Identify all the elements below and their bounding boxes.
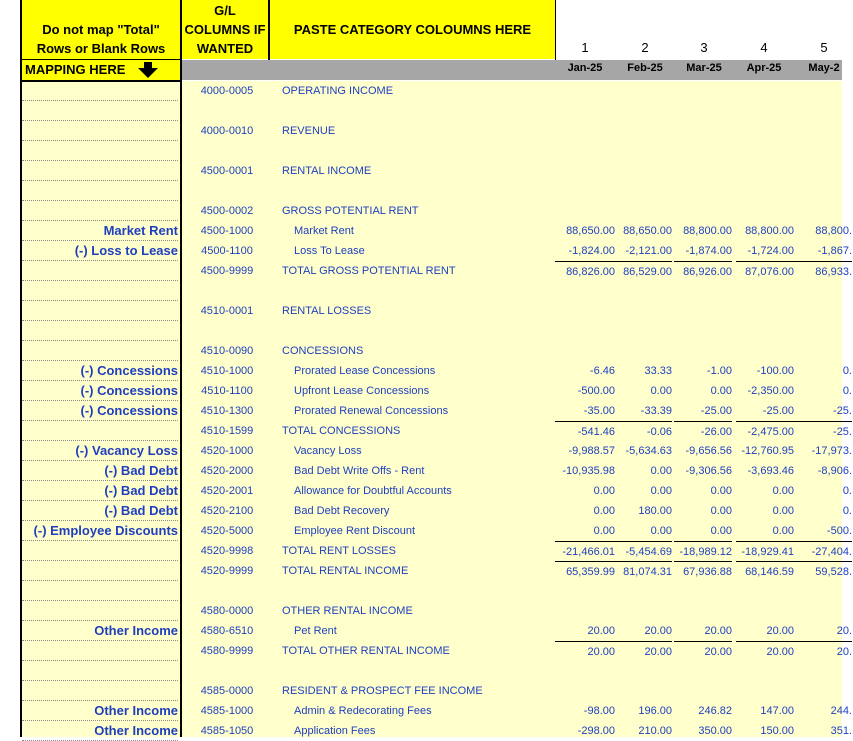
- mapping-cell[interactable]: [22, 541, 178, 561]
- value-cell-5: -27,404.: [794, 541, 852, 561]
- table-row: [22, 641, 852, 661]
- gl-col-border: [268, 0, 270, 60]
- table-row: [22, 501, 852, 521]
- value-cell-1: -35.00: [583, 405, 615, 417]
- gl-code: 4510-1599: [200, 425, 254, 437]
- category-label: Pet Rent: [294, 625, 337, 637]
- value-cell-1: -10,935.98: [562, 465, 615, 477]
- gl-code: 4520-1000: [200, 445, 254, 457]
- gl-code: 4000-0010: [200, 125, 254, 137]
- value-cell-3: -1.00: [706, 365, 732, 377]
- gl-code: 4510-0001: [200, 305, 254, 317]
- mapping-cell[interactable]: (-) Bad Debt: [22, 501, 178, 521]
- value-cell-4: -100.00: [756, 365, 794, 377]
- gl-code: 4510-1100: [201, 385, 253, 397]
- value-cell-4: 88,800.00: [745, 225, 794, 237]
- value-cell-2: 0.00: [650, 485, 672, 497]
- mapping-cell[interactable]: [22, 81, 178, 101]
- month-header-2: Feb-25: [627, 62, 663, 74]
- mapping-cell[interactable]: [22, 661, 178, 681]
- category-label: Allowance for Doubtful Accounts: [294, 485, 452, 497]
- table-row: [22, 241, 852, 261]
- value-cell-4: 20.00: [766, 625, 794, 637]
- gl-code: [192, 661, 262, 681]
- column-number-3: 3: [700, 40, 708, 55]
- value-cell-1: -1,824.00: [568, 245, 615, 257]
- value-cell-5: -1,867.: [817, 245, 852, 257]
- gl-code: [192, 141, 262, 161]
- value-cell-3: 0.00: [710, 385, 732, 397]
- table-row: [22, 521, 852, 541]
- table-row: [22, 361, 852, 381]
- value-cell-3: 0.00: [710, 525, 732, 537]
- value-cell-3: 0.00: [710, 505, 732, 517]
- category-label: Prorated Renewal Concessions: [294, 405, 449, 417]
- column-number-1: 1: [581, 40, 589, 55]
- value-cell-3: 0.00: [710, 485, 732, 497]
- table-row: [22, 621, 852, 641]
- value-cell-2: 0.00: [650, 385, 672, 397]
- mapping-cell[interactable]: (-) Concessions: [22, 401, 178, 421]
- value-cell-2: 210.00: [638, 725, 672, 737]
- mapping-cell[interactable]: [22, 681, 178, 701]
- table-row: [22, 141, 842, 161]
- table-row: [22, 541, 852, 561]
- value-cell-1: 0.00: [593, 485, 615, 497]
- mapping-cell[interactable]: (-) Employee Discounts: [22, 521, 178, 541]
- table-row: [22, 341, 842, 361]
- table-row: [22, 721, 852, 741]
- value-cell-4: 20.00: [736, 641, 794, 661]
- mapping-label: MAPPING HERE: [25, 62, 126, 77]
- map-col-border: [180, 0, 182, 737]
- value-cell-1: -541.46: [555, 421, 615, 441]
- table-row: [22, 181, 842, 201]
- gl-code: 4510-0090: [200, 345, 254, 357]
- table-row: [22, 661, 842, 681]
- value-cell-1: 20.00: [587, 625, 615, 637]
- mapping-label-cell: [22, 60, 180, 80]
- value-cell-1: 65,359.99: [555, 561, 615, 581]
- category-label: GROSS POTENTIAL RENT: [282, 205, 419, 217]
- mapping-cell[interactable]: (-) Bad Debt: [22, 461, 178, 481]
- category-label: Application Fees: [294, 725, 376, 737]
- mapping-cell[interactable]: [22, 121, 178, 141]
- mapping-cell[interactable]: [22, 201, 178, 221]
- table-row: [22, 121, 842, 141]
- column-number-5: 5: [820, 40, 828, 55]
- value-cell-4: -12,760.95: [741, 445, 794, 457]
- paste-col-border: [555, 0, 556, 60]
- category-label: Admin & Redecorating Fees: [294, 705, 432, 717]
- category-label: OPERATING INCOME: [282, 85, 394, 97]
- mapping-cell[interactable]: [22, 141, 178, 161]
- value-cell-5: 351.: [830, 725, 852, 737]
- gl-code: 4580-0000: [200, 605, 254, 617]
- value-cell-2: 180.00: [638, 505, 672, 517]
- month-header-5: May-2: [808, 62, 840, 74]
- left-border: [20, 0, 22, 737]
- column-number-2: 2: [641, 40, 649, 55]
- value-cell-4: 150.00: [760, 725, 794, 737]
- table-row: [22, 161, 842, 181]
- value-cell-3: -26.00: [674, 421, 732, 441]
- value-cell-1: 0.00: [593, 505, 615, 517]
- mapping-cell[interactable]: [22, 581, 178, 601]
- table-row: [22, 701, 852, 721]
- gl-note: G/L COLUMNS IF WANTED: [184, 3, 266, 56]
- value-cell-4: 0.00: [772, 505, 794, 517]
- value-cell-4: -3,693.46: [747, 465, 794, 477]
- value-cell-1: 86,826.00: [555, 261, 615, 281]
- value-cell-1: 20.00: [555, 641, 615, 661]
- mapping-cell[interactable]: [22, 281, 178, 301]
- mapping-cell[interactable]: [22, 561, 178, 581]
- category-label: TOTAL OTHER RENTAL INCOME: [282, 645, 450, 657]
- value-cell-5: -25.: [833, 405, 852, 417]
- table-row: [22, 301, 842, 321]
- mapping-cell[interactable]: (-) Concessions: [22, 361, 178, 381]
- value-cell-3: 350.00: [698, 725, 732, 737]
- category-label: Bad Debt Recovery: [294, 505, 390, 517]
- table-row: [22, 101, 842, 121]
- value-cell-4: 68,146.59: [736, 561, 794, 581]
- gl-code: 4510-1000: [200, 365, 254, 377]
- month-header-4: Apr-25: [746, 62, 782, 74]
- gl-code: 4520-9998: [200, 545, 254, 557]
- table-row: [22, 581, 842, 601]
- mapping-cell[interactable]: [22, 341, 178, 361]
- value-cell-1: -9,988.57: [568, 445, 615, 457]
- value-cell-4: -18,929.41: [736, 541, 794, 561]
- value-cell-2: 20.00: [614, 641, 672, 661]
- value-cell-1: -6.46: [589, 365, 615, 377]
- mapping-cell[interactable]: [22, 261, 178, 281]
- table-row: [22, 441, 852, 461]
- mapping-cell[interactable]: Other Income: [22, 721, 178, 741]
- value-cell-3: 86,926.00: [674, 261, 732, 281]
- value-cell-2: 86,529.00: [614, 261, 672, 281]
- table-row: [22, 681, 842, 701]
- paste-note: PASTE CATEGORY COLOUMNS HERE: [293, 22, 532, 37]
- table-row: [22, 461, 852, 481]
- category-label: Employee Rent Discount: [294, 525, 416, 537]
- value-cell-5: 20.: [836, 625, 852, 637]
- value-cell-5: 86,933.: [794, 261, 852, 281]
- gl-code: 4585-1050: [200, 725, 254, 737]
- value-cell-3: 20.00: [704, 625, 732, 637]
- mapping-cell[interactable]: Other Income: [22, 701, 178, 721]
- month-header-1: Jan-25: [567, 62, 603, 74]
- category-label: Market Rent: [294, 225, 354, 237]
- category-label: RENTAL LOSSES: [282, 305, 372, 317]
- category-label: TOTAL GROSS POTENTIAL RENT: [282, 265, 456, 277]
- gl-code: 4520-2100: [200, 505, 254, 517]
- gl-code: 4510-1300: [200, 405, 254, 417]
- gl-code: 4585-0000: [200, 685, 254, 697]
- gl-code: 4500-1100: [201, 245, 253, 257]
- category-label: REVENUE: [282, 125, 336, 137]
- gl-code: 4520-9999: [200, 565, 254, 577]
- value-cell-2: -5,454.69: [614, 541, 672, 561]
- value-cell-4: -2,475.00: [736, 421, 794, 441]
- gl-code: 4500-0002: [200, 205, 254, 217]
- value-cell-5: -17,973.: [811, 445, 852, 457]
- gl-code: 4520-2000: [200, 465, 254, 477]
- gl-code: [192, 101, 262, 121]
- value-cell-2: -2,121.00: [625, 245, 672, 257]
- value-cell-5: -8,906.: [817, 465, 852, 477]
- mapping-cell[interactable]: (-) Bad Debt: [22, 481, 178, 501]
- gl-code: 4000-0005: [200, 85, 254, 97]
- value-cell-5: 59,528.: [794, 561, 852, 581]
- column-number-4: 4: [760, 40, 768, 55]
- value-cell-4: 87,076.00: [736, 261, 794, 281]
- mapping-cell[interactable]: Other Income: [22, 621, 178, 641]
- table-row: [22, 81, 842, 101]
- value-cell-5: 244.: [830, 705, 852, 717]
- value-cell-3: 246.82: [698, 705, 732, 717]
- table-row: [22, 261, 852, 281]
- table-row: [22, 481, 852, 501]
- value-cell-2: -33.39: [640, 405, 672, 417]
- table-row: [22, 381, 852, 401]
- value-cell-1: -500.00: [577, 385, 615, 397]
- mapping-cell[interactable]: [22, 321, 178, 341]
- value-cell-5: 0.: [842, 365, 852, 377]
- value-cell-2: 81,074.31: [614, 561, 672, 581]
- value-cell-1: -98.00: [583, 705, 615, 717]
- value-cell-1: 88,650.00: [566, 225, 615, 237]
- table-row: [22, 201, 842, 221]
- value-cell-3: 20.00: [674, 641, 732, 661]
- mapping-grid: [22, 81, 852, 738]
- category-label: TOTAL RENT LOSSES: [282, 545, 396, 557]
- value-cell-2: 20.00: [644, 625, 672, 637]
- gl-code: 4580-6510: [200, 625, 254, 637]
- gl-code: [192, 281, 262, 301]
- value-cell-5: 0.: [842, 385, 852, 397]
- mapping-cell[interactable]: [22, 641, 178, 661]
- table-row: [22, 421, 852, 441]
- mapping-cell[interactable]: Market Rent: [22, 221, 178, 241]
- category-label: Bad Debt Write Offs - Rent: [294, 465, 425, 477]
- mapping-cell[interactable]: [22, 421, 178, 441]
- value-cell-3: -25.00: [700, 405, 732, 417]
- gl-code: 4585-1000: [200, 705, 254, 717]
- mapping-cell[interactable]: [22, 101, 178, 121]
- category-label: CONCESSIONS: [282, 345, 364, 357]
- category-label: TOTAL RENTAL INCOME: [282, 565, 409, 577]
- gl-code: 4500-0001: [200, 165, 254, 177]
- value-cell-2: 0.00: [650, 525, 672, 537]
- table-row: [22, 321, 842, 341]
- gl-code: 4520-5000: [200, 525, 254, 537]
- value-cell-5: 0.: [842, 485, 852, 497]
- value-cell-4: -2,350.00: [747, 385, 794, 397]
- value-cell-2: 196.00: [638, 705, 672, 717]
- value-cell-4: 0.00: [772, 525, 794, 537]
- table-row: [22, 601, 842, 621]
- gl-code: [192, 581, 262, 601]
- value-cell-5: 20.: [794, 641, 852, 661]
- value-cell-2: -5,634.63: [625, 445, 672, 457]
- table-row: [22, 281, 842, 301]
- month-header-3: Mar-25: [686, 62, 722, 74]
- gl-code: [192, 181, 262, 201]
- value-cell-2: -0.06: [614, 421, 672, 441]
- value-cell-3: -9,306.56: [685, 465, 732, 477]
- value-cell-2: 88,650.00: [623, 225, 672, 237]
- value-cell-5: -25.: [794, 421, 852, 441]
- value-cell-1: -21,466.01: [555, 541, 615, 561]
- value-cell-1: 0.00: [593, 525, 615, 537]
- mapping-cell[interactable]: [22, 601, 178, 621]
- value-cell-2: 0.00: [650, 465, 672, 477]
- mapping-cell[interactable]: [22, 301, 178, 321]
- category-label: RESIDENT & PROSPECT FEE INCOME: [282, 685, 483, 697]
- value-cell-3: -9,656.56: [685, 445, 732, 457]
- gl-code: 4580-9999: [200, 645, 254, 657]
- category-label: Vacancy Loss: [294, 445, 362, 457]
- mapping-cell[interactable]: (-) Vacancy Loss: [22, 441, 178, 461]
- map-note: Do not map "Total" Rows or Blank Rows: [36, 22, 166, 56]
- value-cell-5: 88,800.: [815, 225, 852, 237]
- category-label: OTHER RENTAL INCOME: [282, 605, 413, 617]
- category-label: RENTAL INCOME: [282, 165, 372, 177]
- value-cell-4: 0.00: [772, 485, 794, 497]
- gl-code: 4500-1000: [200, 225, 254, 237]
- value-cell-5: 0.: [842, 505, 852, 517]
- value-cell-3: 67,936.88: [674, 561, 732, 581]
- category-label: Loss To Lease: [294, 245, 365, 257]
- value-cell-3: -18,989.12: [674, 541, 732, 561]
- value-cell-5: -500.: [826, 525, 852, 537]
- mapping-cell[interactable]: [22, 161, 178, 181]
- table-row: [22, 401, 852, 421]
- mapping-bottom-border: [20, 80, 182, 82]
- gl-code: [192, 321, 262, 341]
- category-label: TOTAL CONCESSIONS: [282, 425, 401, 437]
- header-bottom-border: [20, 59, 182, 60]
- table-row: [22, 221, 852, 241]
- value-cell-4: -1,724.00: [747, 245, 794, 257]
- value-cell-3: -1,874.00: [685, 245, 732, 257]
- gl-code: 4500-9999: [200, 265, 254, 277]
- mapping-cell[interactable]: (-) Concessions: [22, 381, 178, 401]
- mapping-cell[interactable]: [22, 181, 178, 201]
- value-cell-2: 33.33: [644, 365, 672, 377]
- value-cell-4: 147.00: [760, 705, 794, 717]
- value-cell-1: -298.00: [577, 725, 615, 737]
- category-label: Upfront Lease Concessions: [294, 385, 430, 397]
- gl-code: 4520-2001: [200, 485, 254, 497]
- value-cell-4: -25.00: [762, 405, 794, 417]
- category-label: Prorated Lease Concessions: [294, 365, 436, 377]
- mapping-cell[interactable]: (-) Loss to Lease: [22, 241, 178, 261]
- value-cell-3: 88,800.00: [683, 225, 732, 237]
- table-row: [22, 561, 852, 581]
